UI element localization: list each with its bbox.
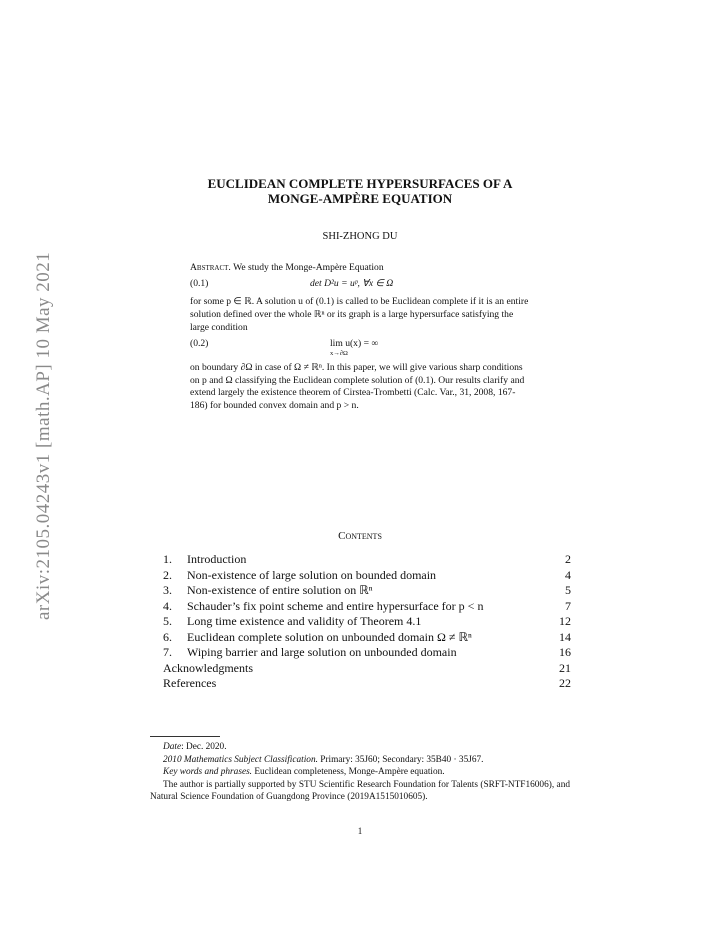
- toc-entry-number: 1.: [163, 552, 172, 566]
- equation-number: (0.2): [190, 337, 209, 349]
- toc-entry-label: Long time existence and validity of Theorem 4.1: [187, 614, 422, 628]
- toc-entry[interactable]: [163, 676, 571, 692]
- footnote-keywords: [150, 766, 570, 779]
- toc-entry-label: Non-existence of entire solution on ℝⁿ: [187, 583, 373, 597]
- keywords-value: Euclidean completeness, Monge-Ampère equation.: [252, 767, 445, 778]
- limit-subscript: x→∂Ω: [330, 349, 348, 357]
- toc-entry[interactable]: [163, 630, 571, 646]
- toc-entry-page: 21: [559, 660, 571, 675]
- toc-entry-title: [163, 630, 472, 646]
- toc-entry-page: 22: [559, 676, 571, 690]
- table-of-contents: [163, 552, 571, 692]
- abstract-heading: Abstract.: [190, 262, 231, 273]
- footnotes: [150, 741, 570, 804]
- toc-entry[interactable]: [163, 583, 571, 599]
- toc-entry-page: 4: [565, 567, 571, 582]
- msc-value: Primary: 35J60; Secondary: 35B40 · 35J67.: [317, 754, 484, 765]
- toc-entry-label: References: [163, 676, 217, 690]
- date-label: Date: [163, 742, 182, 752]
- toc-entry-page: 12: [559, 614, 571, 628]
- toc-entry-page: 7: [565, 598, 571, 613]
- toc-entry-title: [163, 661, 253, 677]
- footnote-date: [150, 741, 570, 754]
- abstract-intro: We study the Monge-Ampère Equation: [233, 262, 384, 273]
- toc-entry-number: 2.: [163, 567, 172, 582]
- contents-heading: Contents: [338, 530, 382, 542]
- title-line-2: MONGE-AMPÈRE EQUATION: [267, 191, 453, 206]
- title-line-1: EUCLIDEAN COMPLETE HYPERSURFACES OF A: [207, 176, 513, 191]
- toc-entry-title: [163, 614, 421, 630]
- footnote-msc: [150, 754, 570, 767]
- abstract-paragraph-1: for some p ∈ ℝ. A solution u of (0.1) is called to be Euclidean complete if it is an entire solution defined over the whole ℝⁿ or its graph is a large hypersurface satisfying the large condition: [190, 295, 529, 333]
- toc-entry[interactable]: [163, 661, 571, 677]
- msc-label: 2010 Mathematics Subject Classification.: [163, 754, 318, 765]
- equation-body: lim u(x) = ∞: [330, 337, 379, 349]
- paper-title: [150, 176, 570, 206]
- toc-entry-number: 6.: [163, 629, 172, 644]
- toc-entry-page: 2: [565, 552, 571, 566]
- footnote-rule: [150, 736, 220, 737]
- author-name: SHI-ZHONG DU: [322, 231, 398, 242]
- equation-0-2: [190, 338, 530, 360]
- equation-body: det D²u = uᵖ, ∀x ∈ Ω: [310, 277, 394, 289]
- abstract-paragraph-2: on boundary ∂Ω in case of Ω ≠ ℝⁿ. In this paper, we will give various sharp conditions on p and Ω classifying the Euclidean complete solution of (0.1). Our results clarify and extend largely the existence theorem of Cirstea-Trombetti (Calc. Var., 31, 2008, 167-186) for bounded convex domain and p > n.: [190, 361, 525, 412]
- toc-entry-number: 5.: [163, 614, 172, 628]
- toc-entry-page: 5: [565, 583, 571, 597]
- toc-entry[interactable]: [163, 568, 571, 584]
- toc-entry-title: [163, 599, 483, 615]
- footnote-support: The author is partially supported by STU Scientific Research Foundation for Talents (SRFT-NTF16006), and Natural Science Foundation of Guangdong Province (2019A1515010605).: [150, 779, 570, 803]
- toc-entry-number: 3.: [163, 583, 172, 597]
- toc-entry[interactable]: [163, 599, 571, 615]
- toc-entry-title: [163, 676, 216, 692]
- toc-entry-page: 16: [559, 645, 571, 659]
- equation-number: (0.1): [190, 277, 209, 289]
- page-number: 1: [357, 826, 363, 836]
- toc-entry-title: [163, 568, 436, 584]
- abstract: [190, 262, 530, 413]
- toc-entry-title: [163, 645, 457, 661]
- arxiv-identifier-stamp: arXiv:2105.04243v1 [math.AP] 10 May 2021: [33, 251, 54, 620]
- toc-entry-label: Introduction: [187, 552, 247, 566]
- toc-entry-label: Non-existence of large solution on bounded domain: [187, 567, 437, 582]
- toc-entry[interactable]: [163, 552, 571, 568]
- toc-entry-label: Wiping barrier and large solution on unbounded domain: [187, 645, 457, 659]
- toc-entry-label: Acknowledgments: [163, 660, 253, 675]
- toc-entry[interactable]: [163, 614, 571, 630]
- toc-entry-title: [163, 583, 373, 599]
- toc-entry-number: 7.: [163, 645, 172, 659]
- toc-entry-label: Schauder’s fix point scheme and entire hypersurface for p < n: [187, 598, 484, 613]
- toc-entry-title: [163, 552, 246, 568]
- toc-entry-page: 14: [559, 629, 571, 644]
- equation-0-1: [190, 278, 530, 294]
- date-value: : Dec. 2020.: [181, 742, 227, 752]
- toc-entry-number: 4.: [163, 598, 172, 613]
- toc-entry[interactable]: [163, 645, 571, 661]
- keywords-label: Key words and phrases.: [163, 767, 253, 778]
- toc-entry-label: Euclidean complete solution on unbounded domain Ω ≠ ℝⁿ: [187, 629, 472, 644]
